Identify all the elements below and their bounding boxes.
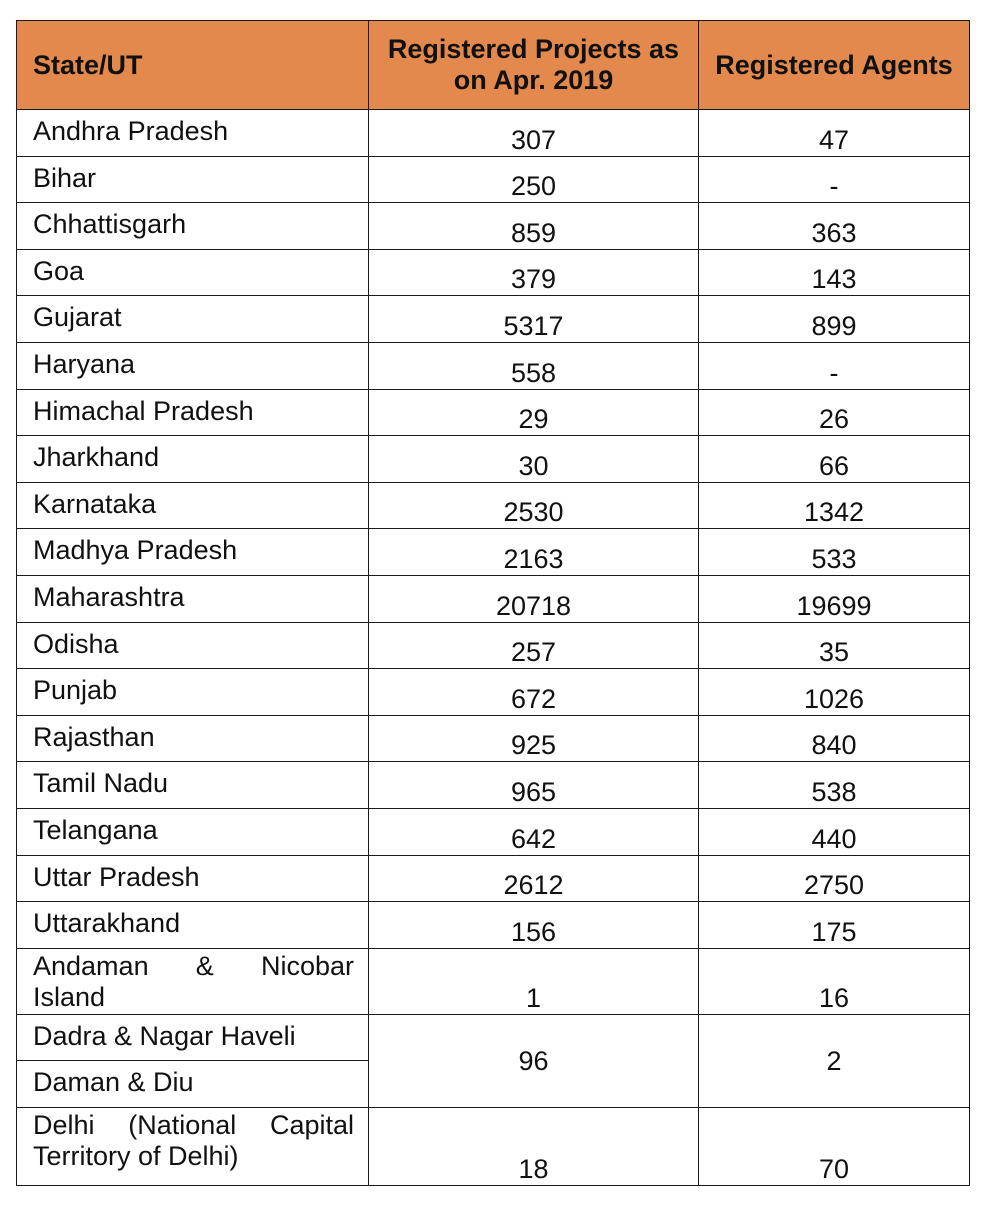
table-row-merged <box>17 1014 970 1061</box>
state-cell: Uttar Pradesh <box>17 855 369 902</box>
state-cell: Telangana <box>17 808 369 855</box>
projects-cell: 965 <box>369 762 699 809</box>
projects-cell: 5317 <box>369 296 699 343</box>
agents-cell: 363 <box>699 203 970 250</box>
table-row <box>17 575 970 622</box>
state-cell: Andaman & Nicobar Island <box>17 948 369 1014</box>
table-row <box>17 529 970 576</box>
table-row <box>17 715 970 762</box>
table-row <box>17 762 970 809</box>
state-cell: Himachal Pradesh <box>17 389 369 436</box>
projects-cell: 859 <box>369 203 699 250</box>
header-state: State/UT <box>17 21 369 110</box>
table-row <box>17 808 970 855</box>
header-agents: Registered Agents <box>699 21 970 110</box>
agents-cell: 19699 <box>699 575 970 622</box>
projects-cell: 642 <box>369 808 699 855</box>
state-cell: Chhattisgarh <box>17 203 369 250</box>
projects-cell: 30 <box>369 436 699 483</box>
projects-cell: 672 <box>369 669 699 716</box>
projects-cell: 29 <box>369 389 699 436</box>
projects-cell: 1 <box>369 948 699 1014</box>
agents-cell: 143 <box>699 249 970 296</box>
state-cell: Delhi (National Capital Territory of Delhi) <box>17 1107 369 1185</box>
state-cell: Punjab <box>17 669 369 716</box>
table-row <box>17 389 970 436</box>
state-cell: Karnataka <box>17 482 369 529</box>
agents-cell: 16 <box>699 948 970 1014</box>
agents-cell: 26 <box>699 389 970 436</box>
state-cell: Madhya Pradesh <box>17 529 369 576</box>
agents-cell: 47 <box>699 110 970 157</box>
projects-cell: 2612 <box>369 855 699 902</box>
table-row <box>17 296 970 343</box>
projects-cell: 20718 <box>369 575 699 622</box>
state-cell: Tamil Nadu <box>17 762 369 809</box>
agents-cell: - <box>699 342 970 389</box>
header-row <box>17 21 970 110</box>
projects-cell: 18 <box>369 1107 699 1185</box>
state-cell: Haryana <box>17 342 369 389</box>
projects-cell: 379 <box>369 249 699 296</box>
state-cell: Maharashtra <box>17 575 369 622</box>
state-cell: Bihar <box>17 156 369 203</box>
state-cell: Andhra Pradesh <box>17 110 369 157</box>
table-row <box>17 669 970 716</box>
state-cell: Dadra & Nagar Haveli <box>17 1014 369 1061</box>
table-row <box>17 249 970 296</box>
projects-cell: 2163 <box>369 529 699 576</box>
table-row <box>17 156 970 203</box>
table-row <box>17 1107 970 1185</box>
table-row <box>17 203 970 250</box>
registration-table <box>16 20 970 1186</box>
projects-cell: 2530 <box>369 482 699 529</box>
agents-cell: 440 <box>699 808 970 855</box>
agents-cell-merged: 2 <box>699 1014 970 1107</box>
agents-cell: 1342 <box>699 482 970 529</box>
agents-cell: 899 <box>699 296 970 343</box>
state-cell: Jharkhand <box>17 436 369 483</box>
agents-cell: 840 <box>699 715 970 762</box>
agents-cell: 538 <box>699 762 970 809</box>
agents-cell: 35 <box>699 622 970 669</box>
table-row <box>17 110 970 157</box>
table-row <box>17 482 970 529</box>
table-row <box>17 902 970 949</box>
state-cell: Daman & Diu <box>17 1061 369 1108</box>
agents-cell: 175 <box>699 902 970 949</box>
table-row <box>17 342 970 389</box>
projects-cell: 156 <box>369 902 699 949</box>
table-row <box>17 948 970 1014</box>
projects-cell: 307 <box>369 110 699 157</box>
projects-cell: 250 <box>369 156 699 203</box>
agents-cell: 66 <box>699 436 970 483</box>
agents-cell: 2750 <box>699 855 970 902</box>
agents-cell: 533 <box>699 529 970 576</box>
agents-cell: - <box>699 156 970 203</box>
table-row <box>17 855 970 902</box>
projects-cell: 257 <box>369 622 699 669</box>
projects-cell: 558 <box>369 342 699 389</box>
state-cell: Rajasthan <box>17 715 369 762</box>
table-row <box>17 622 970 669</box>
state-cell: Goa <box>17 249 369 296</box>
agents-cell: 1026 <box>699 669 970 716</box>
state-cell: Odisha <box>17 622 369 669</box>
agents-cell: 70 <box>699 1107 970 1185</box>
table-row <box>17 436 970 483</box>
header-projects: Registered Projects as on Apr. 2019 <box>369 21 699 110</box>
projects-cell-merged: 96 <box>369 1014 699 1107</box>
projects-cell: 925 <box>369 715 699 762</box>
state-cell: Gujarat <box>17 296 369 343</box>
state-cell: Uttarakhand <box>17 902 369 949</box>
